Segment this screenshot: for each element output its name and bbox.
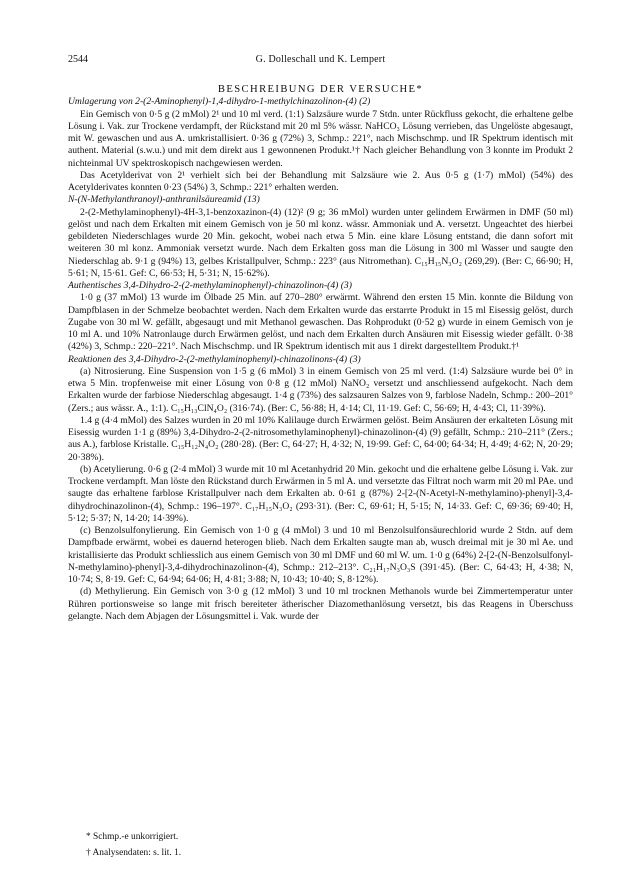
subsection-heading-amide: N-(N-Methylanthranoyl)-anthranilsäureamid (13) <box>68 194 260 206</box>
main-content <box>68 84 573 623</box>
paragraph: 1.4 g (4·4 mMol) des Salzes wurden in 20 ml 10% Kalilauge durch Erwärmen gelöst. Beim Ansäuren der erkalteten Lösung mit Eisessig wurden 1·1 g (89%) 3,4-Dihydro-2-(2-nitrosomethylaminophenyl)-chinazolinon-(4) (9) gefällt, Schmp.: 210–211° (Zers.; aus A.), farblose Kristalle. C₁₅H₁₂N₄O₂ (280·28). (Ber: C, 64·27; H, 4·32; N, 19·99. Gef: C, 64·00; 64·34; H, 4·49; 4·62; N, 20·29; 20·38%). <box>68 414 573 463</box>
subsection-heading-authentic: Authentisches 3,4-Dihydro-2-(2-methylaminophenyl)-chinazolinon-(4) (3) <box>68 280 352 291</box>
section-title: BESCHREIBUNG DER VERSUCHE* <box>217 84 424 95</box>
paragraph: Ein Gemisch von 0·5 g (2 mMol) 2¹ und 10 ml verd. (1:1) Salzsäure wurde 7 Stdn. unter Rückfluss gekocht, die erhaltene gelbe Lösung i. Vak. zur Trockene verdampft, der Rückstand mit 20 ml 5% wässr. NaHCO₃ Lösung verrieben, das Ungelöste abgesaugt, mit W. gewaschen und aus A. umkristallisiert. 0·36 g (72%) 3, Schmp.: 221°, nach Mischschmp. und IR Spektrum identisch mit authent. Material (s.w.u.) und mit dem direkt aus 1 gewonnenen Produkt.¹† Nach gleicher Behandlung von 3 konnte im Produkt 2 nichteinmal UV spektroskopisch nachgewiesen werden. <box>68 108 573 169</box>
subsection-heading-rearrangement: Umlagerung von 2-(2-Aminophenyl)-1,4-dihydro-1-methylchinazolinon-(4) (2) <box>68 96 371 108</box>
footnotes <box>86 829 566 861</box>
paragraph-benzenesulfonylation: (c) Benzolsulfonylierung. Ein Gemisch von 1·0 g (4 mMol) 3 und 10 ml Benzolsulfonsäurechlorid wurde 2 Stdn. auf dem Dampfbade erwärmt, wobei es dauernd heterogen blieb. Nach dem Erkalten saugte man ab, wusch dreimal mit je 30 ml Ae. und kristallisierte das Produkt schliesslich aus einem Gemisch von 30 ml DMF und 60 ml W. um. 1·0 g (64%) 2-[2-(N-Benzolsulfonyl-N-methylamino)-phenyl]-3,4-dihydrochinazolinon-(4), Schmp.: 212–213°. C₂₁H₁₇N₃O₃S (391·45). (Ber: C, 64·43; H, 4·38; N, 10·74; S, 8·19. Gef: C, 64·94; 64·06; H, 4·81; 3·88; N, 10·43; 10·40; S, 8·12%). <box>68 525 573 585</box>
page-number: 2544 <box>68 54 88 65</box>
page-header <box>68 54 573 68</box>
paragraph: Das Acetylderivat von 2¹ verhielt sich bei der Behandlung mit Salzsäure wie 2. Aus 0·5 g (1·7) mMol) (54%) des Acetylderivates konnten 0·23 (54%) 3, Schmp.: 221° erhalten werden. <box>68 169 573 193</box>
paragraph-acetylation: (b) Acetylierung. 0·6 g (2·4 mMol) 3 wurde mit 10 ml Acetanhydrid 20 Min. gekocht und die erhaltene gelbe Lösung i. Vak. zur Trockene verdampft. Man löste den Rückstand durch Erwärmen in 5 ml A. und versetzte das Filtrat noch warm mit 20 ml PAe. und saugte das erhaltene farblose Kristallpulver nach dem Erkalten ab. 0·61 g (87%) 2-[2-(N-Acetyl-N-methylamino)-phenyl]-3,4-dihydrochinazolinon-(4), Schmp.: 196–197°. C₁₇H₁₅N₃O₂ (293·31). (Ber: C, 69·61; H, 5·15; N, 14·33. Gef: C, 69·36; 69·40; H, 5·12; 5·37; N, 14·20; 14·39%). <box>68 463 573 524</box>
paragraph-methylation: (d) Methylierung. Ein Gemisch von 3·0 g (12 mMol) 3 und 10 ml trocknen Methanols wurde bei Zimmertemperatur unter Rühren portionsweise so lange mit frisch bereiteter ätherischer Diazomethanlösung versetzt, bis das Reagens in Überschuss gelangte. Nach dem Abjagen der Lösungsmittel i. Vak. wurde der <box>68 586 573 622</box>
subsection-heading-reactions: Reaktionen des 3,4-Dihydro-2-(2-methylaminophenyl)-chinazolinons-(4) (3) <box>68 353 361 365</box>
footnote-melting-points: * Schmp.-e unkorrigiert. <box>86 832 179 842</box>
running-head: G. Dolleschall und K. Lempert <box>255 54 386 65</box>
footnote-analysis-data: † Analysendaten: s. lit. 1. <box>86 848 182 858</box>
paragraph: 2-(2-Methylaminophenyl)-4H-3,1-benzoxazinon-(4) (12)² (9 g; 36 mMol) wurden unter gelindem Erwärmen in DMF (50 ml) gelöst und nach dem Erkalten mit einem Gemisch von je 50 ml konz. wässr. Ammoniak und A. versetzt. Ungeachtet des hierbei gebildeten Niederschlages wurde 20 Min. gekocht, wobei nach etwa 5 Min. eine klare Lösung entstand, die dann sofort mit weiteren 30 ml konz. Ammoniak versetzt wurde. Nach dem Erkalten goss man die Lösung in 300 ml Wasser und saugte den Niederschlag ab. 9·1 g (94%) 13, gelbes Kristallpulver, Schmp.: 223° (aus Nitromethan). C₁₅H₁₅N₃O₂ (269,29). (Ber: C, 66·90; H, 5·61; N, 15·61. Gef: C, 66·53; H, 5·31; N, 15·62%). <box>68 206 573 279</box>
paragraph-nitrosation: (a) Nitrosierung. Eine Suspension von 1·5 g (6 mMol) 3 in einem Gemisch von 25 ml verd. (1:4) Salzsäure wurde bei 0° in etwa 5 Min. tropfenweise mit einer Lösung von 0·8 g (12 mMol) NaNO₂ versetzt und anschliessend aufgekocht. Nach dem Erkalten wurde der farbiose Niederschlag abgesaugt. 1·4 g (73%) des salzsauren Salzes von 9, farblose Nadeln, Schmp.: 200–201° (Zers.; aus wässr. A., 1:1). C₁₅H₁₃ClN₄O₂ (316·74). (Ber: C, 56·88; H, 4·14; Cl, 11·19. Gef: C, 56·69; H, 4·43; Cl, 11·39%). <box>68 365 573 414</box>
paragraph: 1·0 g (37 mMol) 13 wurde im Ölbade 25 Min. auf 270–280° erwärmt. Während den ersten 15 Min. konnte die Bildung von Dampfblasen in der Schmelze beobachtet werden. Nach dem Erkalten wurde das erstarrte Produkt in 15 ml Eisessig gelöst, durch Zugabe von 30 ml W. gefällt, abgesaugt und mit Methanol gewaschen. Das Rohprodukt (0·52 g) wurde in einem Gemisch von je 10 ml A. und 10% Natronlauge durch Erwärmen gelöst, und nach dem Erkalten durch Ansäuren mit Eisessig wieder gefällt. 0·38 (42%) 3, Schmp.: 220–221°. Nach Mischschmp. und IR Spektrum identisch mit aus 1 direkt dargestelltem Produkt.†¹ <box>68 292 573 353</box>
